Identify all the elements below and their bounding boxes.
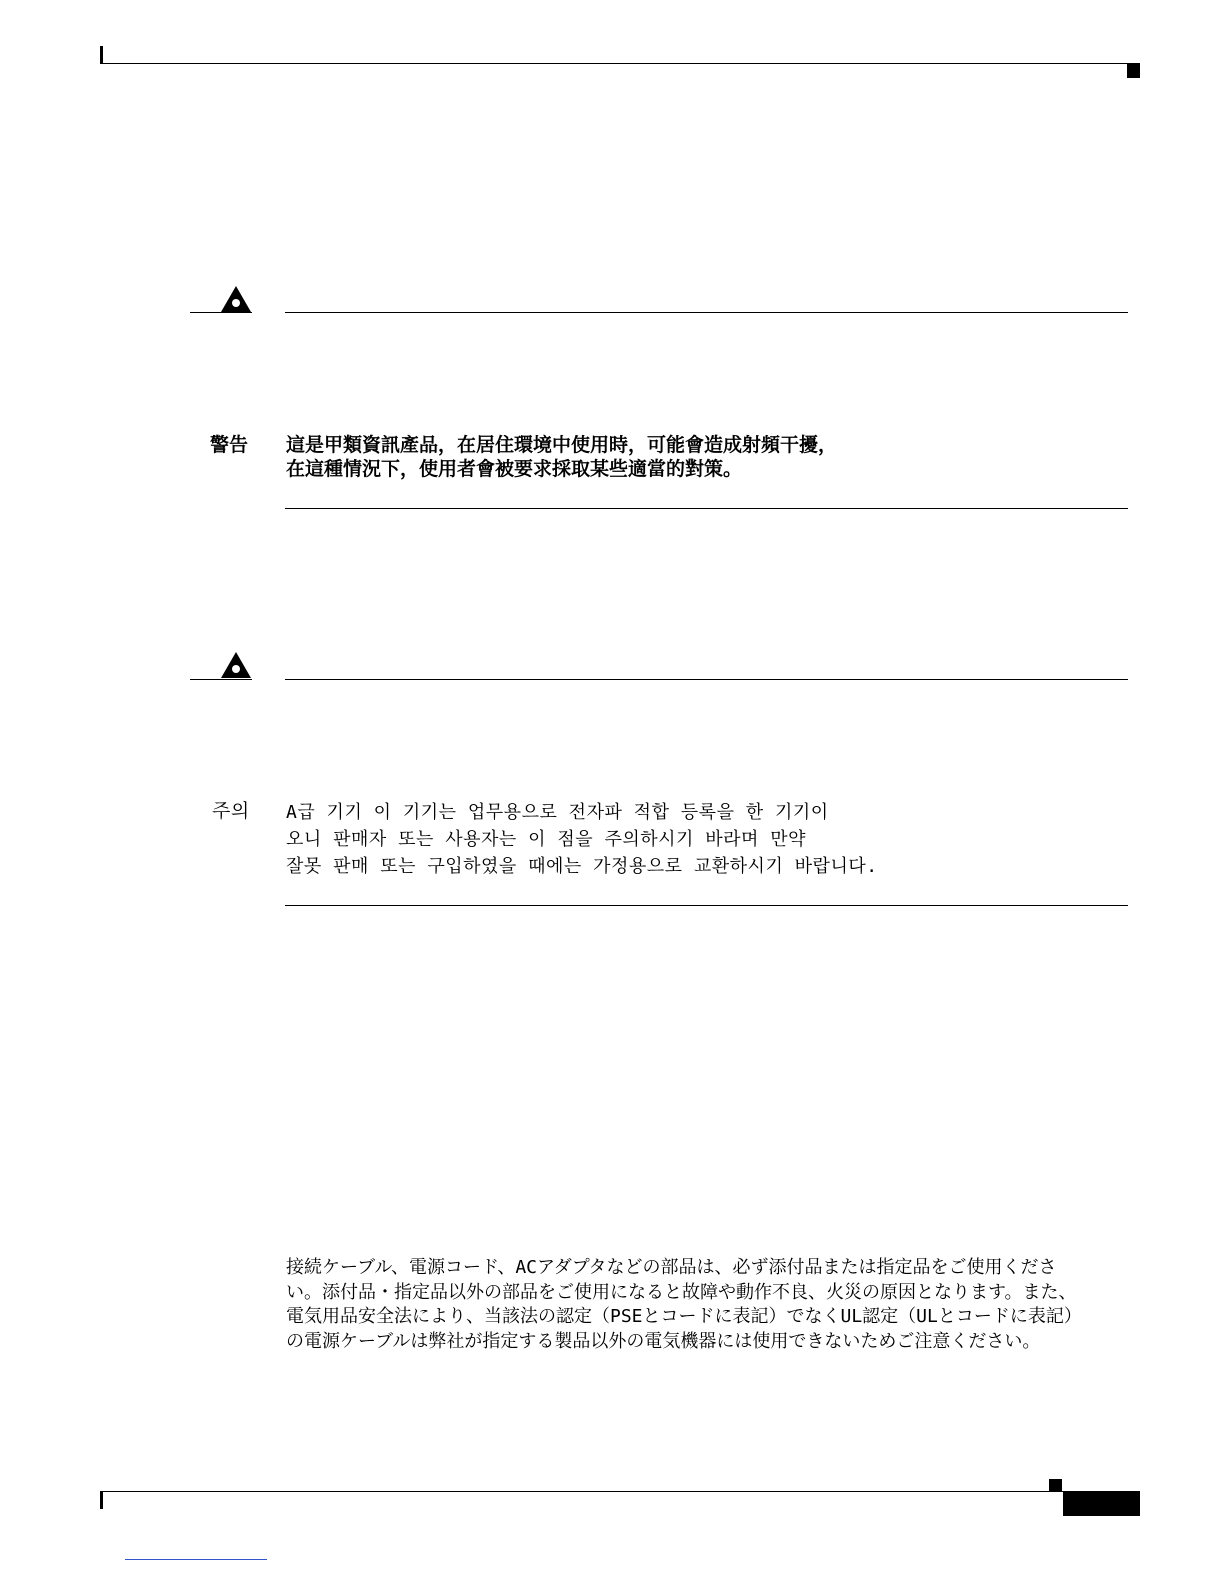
warning-rule-bottom — [285, 905, 1128, 906]
header-marker — [1127, 64, 1140, 78]
warning-text-korean — [286, 799, 878, 880]
notice-line: い。添付品・指定品以外の部品をご使用になると故障や動作不良、火災の原因となります。また、 — [286, 1281, 1077, 1303]
warning-rule-top — [285, 679, 1128, 680]
notice-line: の電源ケーブルは弊社が指定する製品以外の電気機器には使用できないためご注意ください。 — [286, 1330, 1041, 1352]
footer-left-tick — [100, 1491, 103, 1509]
warning-line: 在這種情況下，使用者會被要求採取某些適當的對策。 — [286, 458, 743, 480]
warning-icon — [220, 651, 252, 679]
warning-label-korean: 주의 — [212, 800, 250, 822]
warning-line: A급 기기 이 기기는 업무용으로 전자파 적합 등록을 한 기기이 — [286, 802, 829, 823]
footer-rule — [100, 1491, 1140, 1492]
notice-line: 電気用品安全法により、当該法の認定（PSEとコードに表記）でなくUL認定（ULとコードに表記） — [286, 1306, 1082, 1327]
warning-line: 오니 판매자 또는 사용자는 이 점을 주의하시기 바라며 만약 — [286, 829, 807, 850]
footer-link-underline — [125, 1559, 267, 1560]
warning-rule-top — [285, 312, 1128, 313]
japanese-notice — [286, 1256, 1082, 1354]
warning-rule-left — [190, 679, 252, 680]
header-rule — [100, 63, 1140, 64]
notice-line: 接続ケーブル、電源コード、ACアダプタなどの部品は、必ず添付品または指定品をご使用くださ — [286, 1257, 1057, 1278]
warning-line: 잘못 판매 또는 구입하였을 때에는 가정용으로 교환하시기 바랍니다. — [286, 856, 878, 877]
warning-text-chinese — [286, 433, 837, 481]
warning-label-chinese: 警告 — [210, 434, 249, 456]
warning-rule-bottom — [285, 508, 1128, 509]
warning-rule-left — [190, 312, 252, 313]
warning-icon — [220, 285, 252, 313]
warning-line: 這是甲類資訊產品，在居住環境中使用時，可能會造成射頻干擾， — [286, 434, 838, 456]
page-number-box — [1063, 1492, 1140, 1516]
header-left-tick — [100, 46, 103, 64]
